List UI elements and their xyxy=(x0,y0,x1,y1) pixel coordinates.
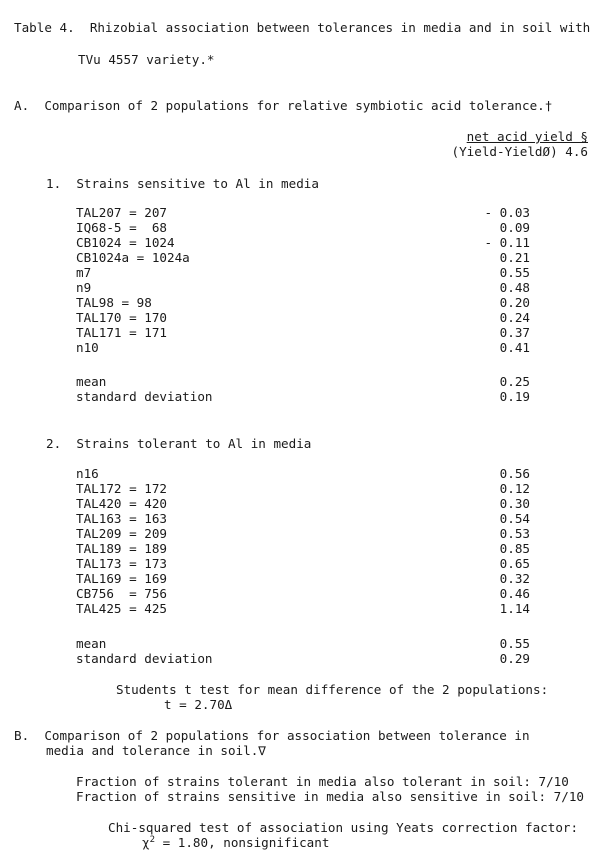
yield-value: 0.32 xyxy=(499,571,530,586)
group1-sd-label: standard deviation xyxy=(76,389,213,404)
strain-label: TAL425 = 425 xyxy=(76,601,167,616)
strain-label: TAL189 = 189 xyxy=(76,541,167,556)
chi-exponent: 2 xyxy=(149,834,156,845)
yield-value: - 0.11 xyxy=(484,235,530,250)
yield-value: 0.53 xyxy=(499,526,530,541)
yield-value: 0.65 xyxy=(499,556,530,571)
group1-mean-value: 0.25 xyxy=(499,374,530,389)
chi-squared-line2 xyxy=(142,835,329,850)
yield-value: 0.56 xyxy=(499,466,530,481)
group1-mean-label: mean xyxy=(76,374,107,389)
strain-label: CB756 = 756 xyxy=(76,586,167,601)
strain-label: CB1024 = 1024 xyxy=(76,235,175,250)
yield-value: 0.37 xyxy=(499,325,530,340)
group2-mean-value: 0.55 xyxy=(499,636,530,651)
yield-value: 0.41 xyxy=(499,340,530,355)
column-header-bottom: (Yield-YieldØ) 4.6 xyxy=(451,144,588,159)
yield-value: 0.12 xyxy=(499,481,530,496)
chi-result: = 1.80, nonsignificant xyxy=(155,835,330,850)
yield-value: 0.20 xyxy=(499,295,530,310)
strain-label: TAL209 = 209 xyxy=(76,526,167,541)
yield-value: 0.54 xyxy=(499,511,530,526)
strain-label: m7 xyxy=(76,265,92,280)
group2-sd-label: standard deviation xyxy=(76,651,213,666)
table-title-line2: TVu 4557 variety.* xyxy=(78,52,215,67)
fraction-sensitive: Fraction of strains sensitive in media also sensitive in soil: 7/10 xyxy=(76,789,584,804)
table-title-line1: Table 4. Rhizobial association between tolerances in media and in soil with xyxy=(14,20,591,35)
section-b-heading-line2: media and tolerance in soil.∇ xyxy=(46,743,266,758)
strain-label: TAL169 = 169 xyxy=(76,571,167,586)
yield-value: 0.85 xyxy=(499,541,530,556)
strain-label: TAL163 = 163 xyxy=(76,511,167,526)
yield-value: 0.24 xyxy=(499,310,530,325)
yield-value: - 0.03 xyxy=(484,205,530,220)
yield-value: 0.46 xyxy=(499,586,530,601)
column-header-top: net acid yield § xyxy=(466,129,588,144)
ttest-line2: t = 2.70Δ xyxy=(164,697,233,712)
yield-value: 0.09 xyxy=(499,220,530,235)
strain-label: n10 xyxy=(76,340,99,355)
group2-heading: 2. Strains tolerant to Al in media xyxy=(46,436,312,451)
strain-label: TAL172 = 172 xyxy=(76,481,167,496)
yield-value: 0.55 xyxy=(499,265,530,280)
group1-sd-value: 0.19 xyxy=(499,389,530,404)
group2-sd-value: 0.29 xyxy=(499,651,530,666)
strain-label: TAL420 = 420 xyxy=(76,496,167,511)
ttest-line1: Students t test for mean difference of the 2 populations: xyxy=(116,682,549,697)
strain-label: TAL207 = 207 xyxy=(76,205,167,220)
strain-label: n9 xyxy=(76,280,92,295)
yield-value: 0.21 xyxy=(499,250,530,265)
strain-label: TAL170 = 170 xyxy=(76,310,167,325)
strain-label: IQ68-5 = 68 xyxy=(76,220,167,235)
strain-label: TAL171 = 171 xyxy=(76,325,167,340)
strain-label: n16 xyxy=(76,466,99,481)
fraction-tolerant: Fraction of strains tolerant in media also tolerant in soil: 7/10 xyxy=(76,774,569,789)
strain-label: TAL173 = 173 xyxy=(76,556,167,571)
strain-label: CB1024a = 1024a xyxy=(76,250,190,265)
group2-mean-label: mean xyxy=(76,636,107,651)
group1-heading: 1. Strains sensitive to Al in media xyxy=(46,176,319,191)
chi-symbol: χ xyxy=(142,835,150,850)
section-a-heading: A. Comparison of 2 populations for relative symbiotic acid tolerance.† xyxy=(14,98,553,113)
yield-value: 0.48 xyxy=(499,280,530,295)
chi-squared-line1: Chi-squared test of association using Yeats correction factor: xyxy=(108,820,579,835)
strain-label: TAL98 = 98 xyxy=(76,295,152,310)
yield-value: 1.14 xyxy=(499,601,530,616)
yield-value: 0.30 xyxy=(499,496,530,511)
section-b-heading-line1: B. Comparison of 2 populations for association between tolerance in xyxy=(14,728,530,743)
